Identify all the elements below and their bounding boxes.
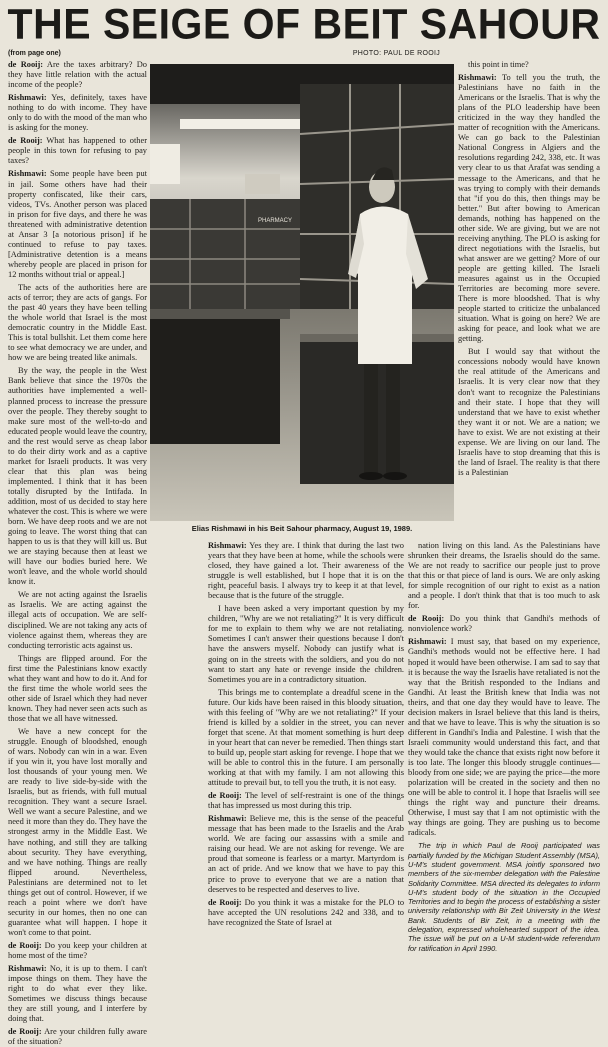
column-1 [8, 60, 147, 1047]
paragraph [8, 169, 147, 280]
paragraph [8, 283, 147, 363]
column-4-body [408, 541, 600, 838]
paragraph-text: The level of self-restraint is one of the things that has impressed us most during this trip. [208, 791, 404, 811]
funding-note: The trip in which Paul de Rooij participated was partially funded by the Michigan Student Assembly (MSA), U-M's student government. MSA jointly sponsored two members of the six-member delegation with the Palestine Solidarity Committee. MSA directed its delegates to inform U-M's student body of the situation in the Occupied Territories and to begin the process of establishing a sister university relationship with Bir Zeit University in the West Bank. Students of Bir Zeit, in a meeting with the delegation, expressed wholehearted support of the idea. The issue will be put on a U-M student-wide referendum for ratification in April 1990. [408, 841, 600, 953]
speaker-label: de Rooij: [208, 791, 242, 801]
paragraph-text: Do you keep your children at home most of the time? [8, 940, 147, 961]
paragraph-text: Believe me, this is the sense of the peaceful message that has been made to the Israelis and the Arab world. We are facing our assassins with a smile and raising our head. We are not asking for revenge. We are proud that someone is fearless or a martyr. Martyrdom is an act of pride. And we know that we have to pay this price to prove to everyone that we are a nation that deserves to be respected and deserves to live. [208, 814, 404, 894]
paragraph-text: Yes they are. I think that during the last two years that they have been at home, while the schools were closed, they have gained a lot. Their awareness of the struggle is well established, but I hope that it is on the right, peaceful basis. I always try to keep it at that level, because that is the future of the struggle. [208, 541, 404, 601]
paragraph [408, 614, 600, 634]
paragraph-text: By the way, the people in the West Bank believe that since the 1970s the authorities have implemented a well-planned process to increase the pressure over the people. They thereby sought to make sure most of the well-to-do and educated people would leave the country, and the rest would serve as cheap labor to do their dirty work and as a captive market for Israeli products. It was very clear that this plan was being implemented. I think that it has been totally disrupted by the Intifada. In addition, most of us decided to stay here whatever the cost. This is where we were born. We have deep roots and we are not going to leave. The worst thing that can happen to us is that they will kill us. But we are staying because then at least we will have our bodies buried here. We won't leave, and the whole world should know it. [8, 366, 147, 587]
paragraph-text: We are not acting against the Israelis as Israelis. We are acting against the illegal acts of occupation. We are self-disciplined. We are not taking any acts of violence against them, whereas they are conducting terroristic acts against us. [8, 590, 147, 650]
paragraph [8, 1027, 147, 1047]
paragraph-text: The acts of the authorities here are acts of terror; they are acts of gangs. For the past 40 years they have been telling the whole world that Israel is the most democratic country in the Middle East. This is total bullshit. Let them come here to see what democracy we are under, and how we are being treated like animals. [8, 282, 147, 363]
headline: THE SEIGE OF BEIT SAHOUR [7, 0, 601, 49]
paragraph [8, 590, 147, 650]
paragraph [8, 654, 147, 724]
paragraph [208, 814, 404, 894]
paragraph [8, 60, 147, 90]
paragraph-text: Things are flipped around. For the first time the Palestinians know exactly what they want and how to do it. And for the first time the whole world sees the other side of Israel which they had never known. They had never seen acts such as those that we all have witnessed. [8, 653, 147, 723]
paragraph [8, 941, 147, 961]
continued-label: (from page one) [8, 50, 61, 57]
speaker-label: de Rooij: [8, 136, 43, 146]
speaker-label: Rishmawi: [8, 93, 47, 103]
pharmacy-interior-image [150, 64, 454, 521]
speaker-label: de Rooij: [8, 1027, 42, 1037]
speaker-label: Rishmawi: [408, 637, 447, 647]
paragraph [8, 93, 147, 133]
paragraph [8, 136, 147, 166]
speaker-label: Rishmawi: [208, 541, 247, 550]
paragraph-text: Do you think that Gandhi's methods of nonviolence work? [408, 614, 601, 634]
paragraph-text: But I would say that without the concessions nobody would have known the real attitude of the Americans and Israelis. It is very clear now that they don't want to recognize the Palestinians and their state. I hope that they will understand that we have to exist whether they want it or not. We are a nation; we have to exist. We are not existing at their expense. We are living on our land. The Israelis have to stop dreaming that this is the land of Israel. The reality is that there is a Palestinian [458, 347, 600, 477]
paragraph-text: No, it is up to them. I can't impose things on them. They have the right to do what ever they like. Sometimes we discuss things because they are still young, and I interfere by doing that. [8, 964, 147, 1024]
photo-credit: PHOTO: PAUL DE ROOIJ [352, 50, 440, 57]
paragraph-text: nation living on this land. As the Palestinians have shrunken their dreams, the Israelis should do the same. We are not ready to sacrifice our people just to prove that this or that piece of land is ours. We are only asking for simple recognition of our right to exist as a nation and a people. I don't think that that is too much to ask for. [408, 541, 600, 611]
paragraph [208, 791, 404, 811]
paragraph-text: We have a new concept for the struggle. Enough of bloodshed, enough of wars. Nobody can win in a war. Even if you win it, you have lost morally and lost thousands of your young men. We are ready to live side-by-side with the Israelis, but as friends, with full mutual recognition. They want a secure Israel. Well we want a secure Palestine, and we need it more than they do. They have the strongest army in the Middle East. We have nothing, and still they are talking about security. They have everything, and we have nothing. Things are really flipped around. Nevertheless, Palestinians are determined not to let things get out of control. However, if we reach a point where we don't have security in our homes, then no one can guarantee what will happen. I hope it won't come to that point. [8, 727, 147, 937]
speaker-label: de Rooij: [8, 940, 42, 950]
column-3 [458, 60, 600, 548]
top-line [8, 50, 600, 57]
column-2 [208, 541, 404, 1021]
paragraph-text: What has happened to other people in this town for refusing to pay taxes? [8, 136, 147, 166]
paragraph-text: Are the taxes arbitrary? Do they have little relation with the actual income of the people? [8, 60, 147, 90]
paragraph-text: This brings me to contemplate a dreadful scene in the future. Our kids have been raised in this bloody situation, with this feeling of "Why are we not retaliating?" If your friend is killed by a soldier in the street, you can never forget that scene. At that moment something is hurt deep in your heart that can never be remedied. Then things start to build up, people start asking for revenge. I hope that we will be able to control this in the future. I am personally working at that with my family. I am not allowing this attitude to prevail but, to tell you the truth, it is not easy. [208, 687, 404, 788]
paragraph-text: I must say, that based on my experience, Gandhi's methods would not be effective here. I had hoped it would have been otherwise. I am sad to say that it is because the way the Israelis have retaliated is not the way that the British responded to the Indians and Gandhi. At least the British knew that India was not theirs, and that one day they would have to leave. The decision makers in Israel believe that this land is theirs, and that we have to leave. This is why the situation is so different in Gandhi's India and Palestine. I wish that the Israeli community would understand this fact, and that they would take the chance that exists right now before it is too late. The longer this bloody struggle continues—bloody from one side; we are paying the price—the more polarization will be created in the society and then no one will be able to control it. I hope that Israelis will see things the right way and puncture their dreams. Otherwise, I must say that I am not optimistic with the way things are going. They are pushing us to become radicals. [408, 637, 600, 838]
paragraph-text: Yes, definitely, taxes have nothing to do with income. They have only to do with the mood of the man who is asking for the money. [8, 93, 147, 133]
article-photo [150, 64, 454, 521]
paragraph [458, 73, 600, 344]
paragraph [8, 964, 147, 1024]
paragraph [208, 541, 404, 601]
paragraph-text: To tell you the truth, the Palestinians have no faith in the Americans or the Israelis. That is why the plans of the PLO leadership have been criticized in the way they handled the matter of recognition with the Americans. We can go back to the Palestinian National Congress in Algiers and the resolutions regarding 242, 338, etc. It was very clear to us that Arafat was sending a message to the Americans, and that he was trying to comply with their demands that "if you do this, then things may be better." But after bowing to American demands, nothing has happened on the other side. We are giving, but we are not receiving anything. The PLO is asking for direct negotiations with the Israelis, but what answer are we getting? More of our people are getting killed. The Israeli measures against us in the Occupied Territories are becoming more severe. There is more bloodshed. That is why people started to criticize the unbalanced situation. What is going on here? We are asking for peace, and look what we are getting. [458, 73, 600, 344]
speaker-label: Rishmawi: [8, 169, 47, 179]
paragraph [8, 366, 147, 587]
paragraph-text: this point in time? [468, 60, 529, 69]
paragraph-text: Do you think it was a mistake for the PLO to have accepted the UN resolutions 242 and 338, and to have recognized the State of Israel at [208, 897, 405, 927]
paragraph [208, 688, 404, 788]
pharmacy-sign-text: PHARMACY [258, 218, 293, 224]
paragraph-text: Are your children fully aware of the situation? [8, 1027, 147, 1047]
paragraph [208, 898, 404, 928]
paragraph [408, 541, 600, 611]
paragraph [458, 60, 600, 70]
paragraph [458, 347, 600, 478]
speaker-label: de Rooij: [8, 60, 44, 69]
speaker-label: Rishmawi: [458, 73, 497, 83]
paragraph [408, 637, 600, 838]
speaker-label: Rishmawi: [8, 964, 47, 974]
speaker-label: de Rooij: [208, 897, 242, 907]
paragraph [208, 604, 404, 684]
speaker-label: Rishmawi: [208, 814, 247, 824]
column-4 [408, 541, 600, 1021]
paragraph-text: I have been asked a very important question by my children, "Why are we not retaliating?" It is very difficult for me to explain to them why we are not retaliating. Sometimes I can't answer their questions because I don't have the answers myself. Nobody can justify what is going on in the streets with the soldiers, and you do not want to start any hate or revenge inside the children. Sometimes you are in a contradictory situation. [208, 604, 404, 684]
paragraph-text: Some people have been put in jail. Some others have had their property confiscated, like their cars, videos, TVs. Another person was placed in prison for five days, and there he was threatened with administrative detention at Ansar 3 [a notorious prison] if he continued to refuse to pay taxes. [Administrative detention is a means whereby people are placed in prison for 12 months without trial or appeal.] [8, 169, 147, 279]
photo-caption: Elias Rishmawi in his Beit Sahour pharmacy, August 19, 1989. [191, 524, 413, 533]
paragraph [8, 727, 147, 938]
speaker-label: de Rooij: [408, 614, 445, 624]
